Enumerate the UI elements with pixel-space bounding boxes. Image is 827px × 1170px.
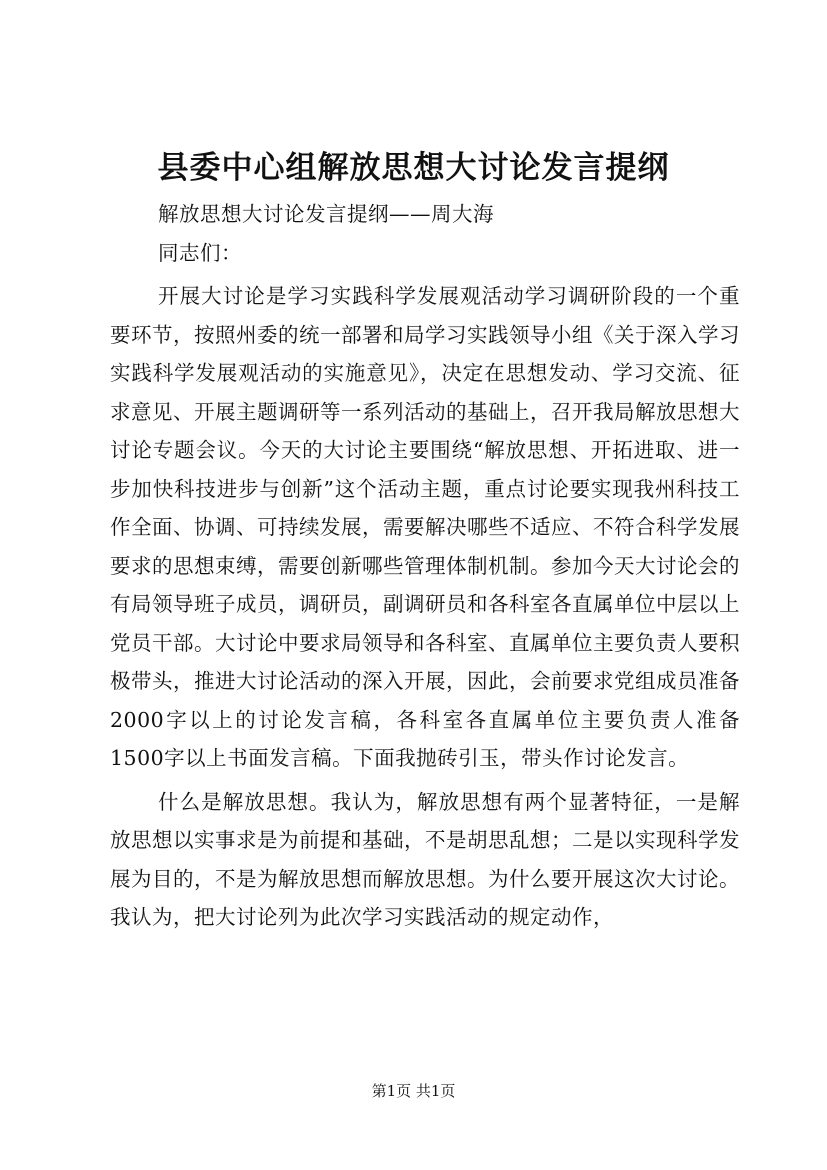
document-subtitle: 解放思想大讨论发言提纲——周大海	[158, 202, 494, 226]
page-number-footer: 第1页 共1页	[371, 1082, 456, 1100]
paragraph-1: 开展大讨论是学习实践科学发展观活动学习调研阶段的一个重要环节，按照州委的统一部署和局学习实践领导小组《关于深入学习实践科学发展观活动的实施意见》，决定在思想发动、学习交流、征求意见、开展主题调研等一系列活动的基础上，召开我局解放思想大讨论专题会议。今天的大讨论主要围绕“解放思想、开拓进取、进一步加快科技进步与创新”这个活动主题，重点讨论要实现我州科技工作全面、协调、可持续发展，需要解决哪些不适应、不符合科学发展要求的思想束缚，需要创新哪些管理体制机制。参加今天大讨论会的有局领导班子成员，调研员，副调研员和各科室各直属单位中层以上党员干部。大讨论中要求局领导和各科室、直属单位主要负责人要积极带头，推进大讨论活动的深入开展，因此，会前要求党组成员准备2000字以上的讨论发言稿，各科室各直属单位主要负责人准备1500字以上书面发言稿。下面我抛砖引玉，带头作讨论发言。	[110, 284, 740, 770]
paragraph-2: 什么是解放思想。我认为，解放思想有两个显著特征，一是解放思想以实事求是为前提和基础，不是胡思乱想；二是以实现科学发展为目的，不是为解放思想而解放思想。为什么要开展这次大讨论。我认为，把大讨论列为此次学习实践活动的规定动作，	[110, 789, 740, 929]
document-body	[110, 195, 740, 937]
document-title: 县委中心组解放思想大讨论发言提纲	[157, 150, 670, 186]
salutation: 同志们：	[158, 240, 242, 265]
